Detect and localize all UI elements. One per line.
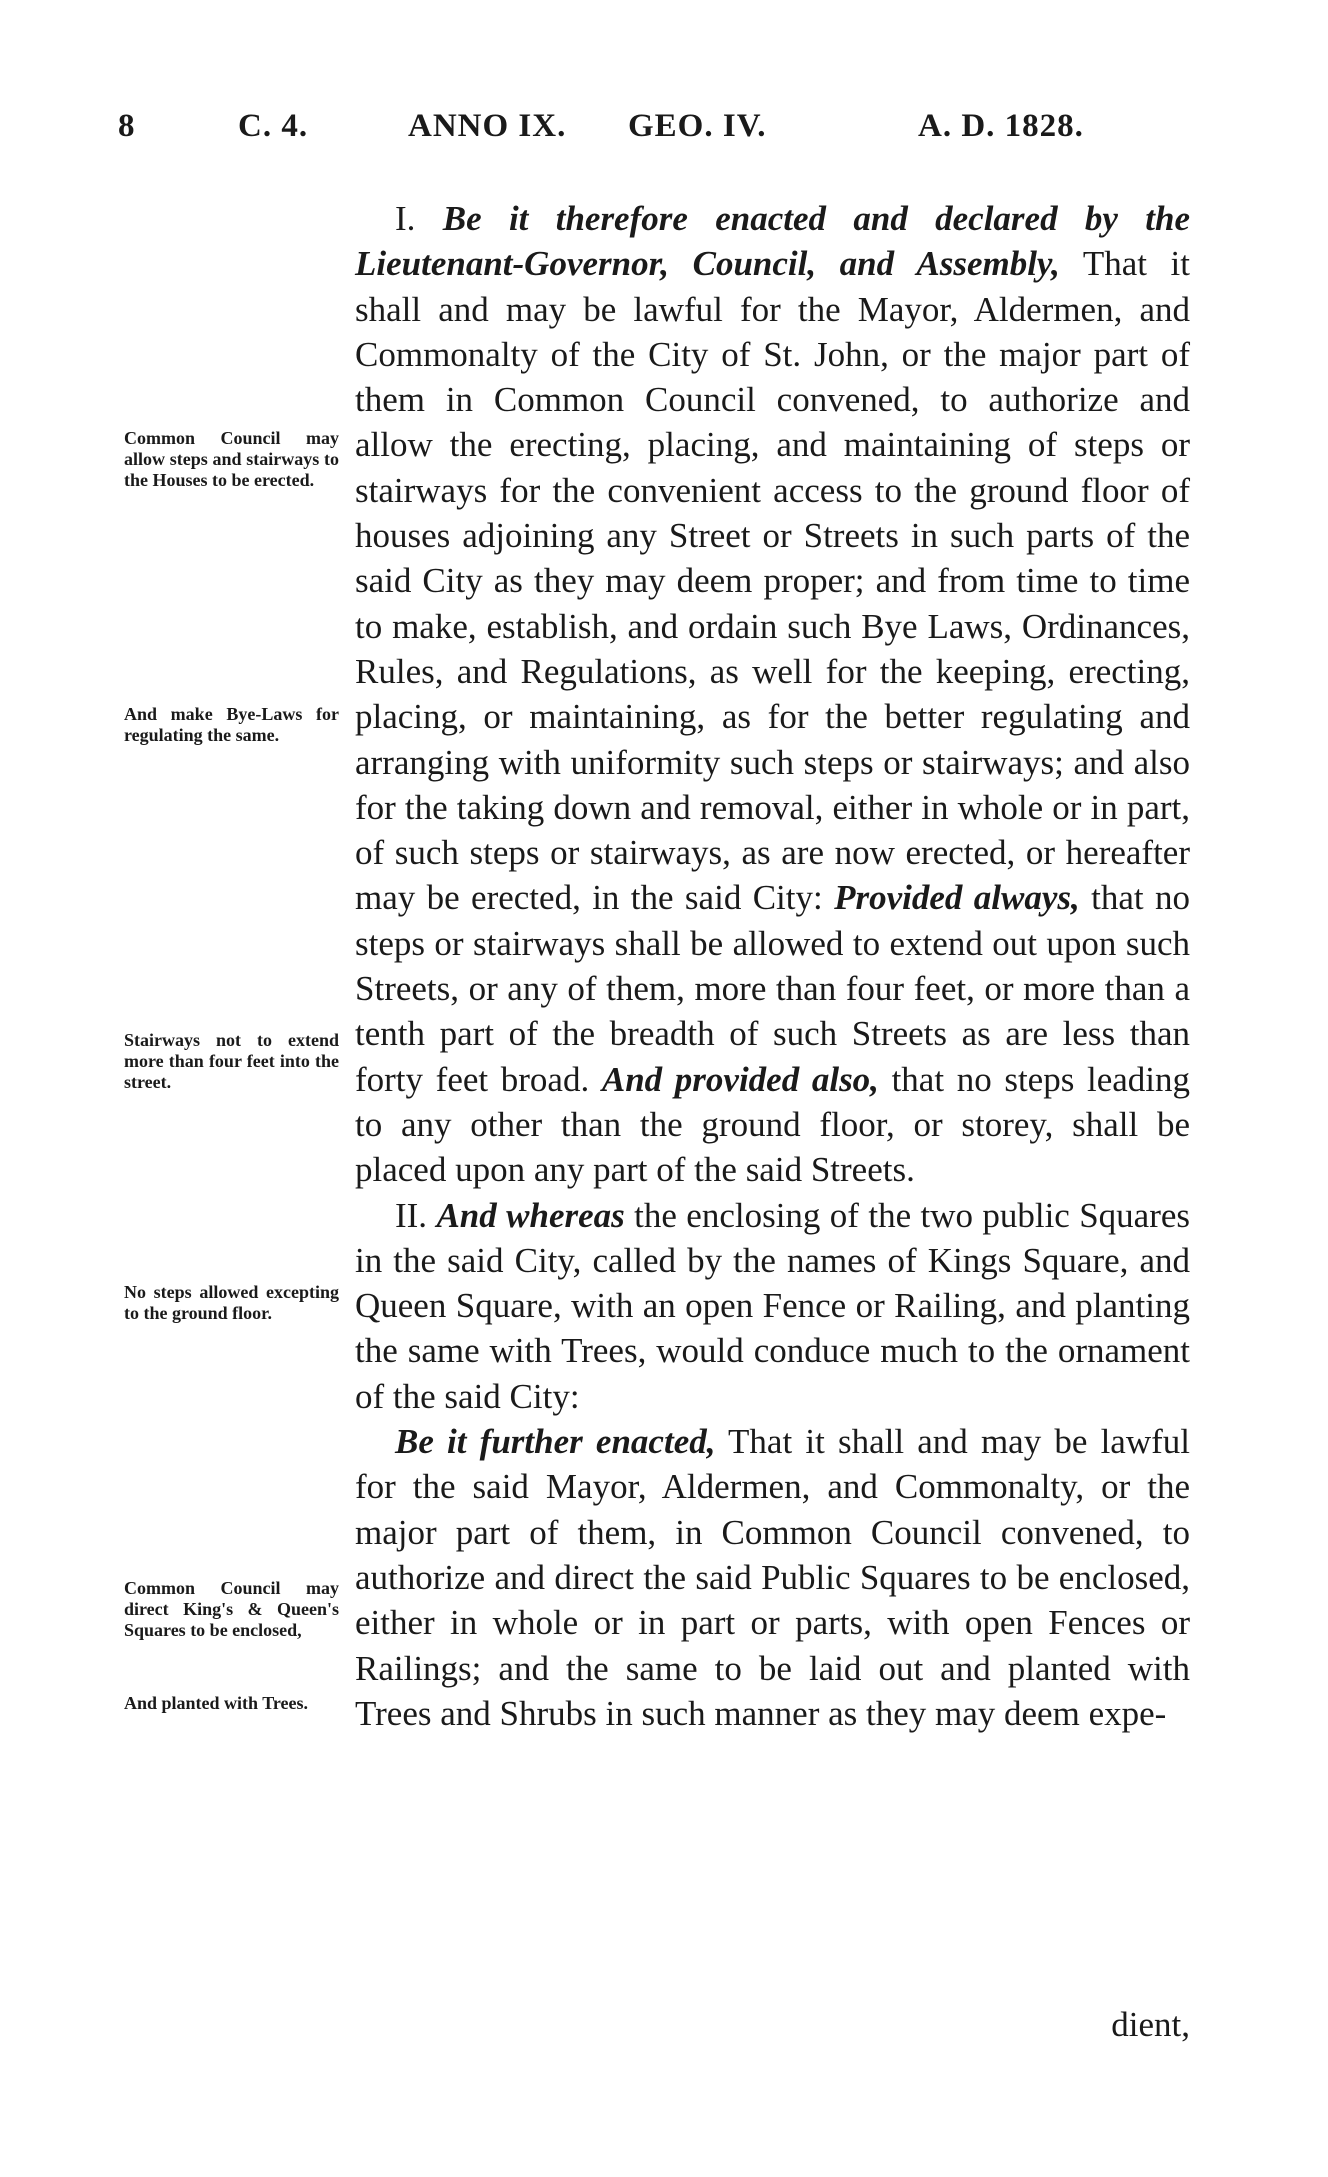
section-2-enactment: [355, 1419, 1190, 1736]
section-2-number: II.: [395, 1195, 428, 1235]
section-1-text-b: that no steps or stairways shall be allowed to extend out upon such Streets, or any of them, more than four feet, or more than a tenth part of the breadth of such Streets as are less than forty feet broad.: [355, 878, 1191, 1099]
section-1-text-c: that no steps leading to any other than the ground floor, or storey, shall be placed upon any part of the said Streets.: [355, 1059, 1190, 1190]
section-2-recital: And whereas: [436, 1195, 625, 1235]
page-number: 8: [118, 108, 136, 144]
reign-label: GEO. IV.: [628, 108, 767, 144]
marginal-note-four-feet: Stairways not to extend more than four feet into the street.: [124, 1030, 339, 1092]
chapter-label: C. 4.: [238, 108, 309, 144]
section-1-enacting-clause: Be it therefore enacted and declared by the Lieutenant-Governor, Council, and Assembly,: [355, 199, 1191, 284]
catchword: dient,: [1111, 2005, 1190, 2044]
marginal-note-bye-laws: And make Bye-Laws for regulating the same.: [124, 704, 339, 745]
marginal-note-steps: Common Council may allow steps and stairways to the Houses to be erected.: [124, 428, 339, 490]
running-header: [118, 108, 1198, 158]
year-label: A. D. 1828.: [918, 108, 1084, 144]
section-1: [355, 196, 1190, 1193]
marginal-note-squares: Common Council may direct King's & Queen's Squares to be enclosed,: [124, 1578, 339, 1640]
section-1-proviso-also: And provided also,: [601, 1059, 879, 1099]
section-2-text-b: That it shall and may be lawful for the said Mayor, Aldermen, and Commonalty, or the major part of them, in Common Council convened, to authorize and direct the said Public Squares to be enclosed, either in whole or in part or parts, with open Fences or Railings; and the same to be laid out and planted with Trees and Shrubs in such manner as they may deem expe-: [355, 1422, 1190, 1733]
anno-label: ANNO IX.: [408, 108, 567, 144]
statute-body: [355, 196, 1190, 1736]
section-2-text: the enclosing of the two public Squares in the said City, called by the names of Kings Square, and Queen Square, with an open Fence or Railing, and planting the same with Trees, would conduce much to the ornament of the said City:: [355, 1195, 1191, 1416]
section-2-enacting-clause: Be it further enacted,: [395, 1422, 716, 1462]
section-1-number: I.: [395, 199, 416, 238]
section-2: [355, 1193, 1190, 1419]
section-1-text-a: That it shall and may be lawful for the Mayor, Aldermen, and Commonalty of the City of St. John, or the major part of them in Common Council convened, to authorize and allow the erecting, placing, and maintaining of steps or stairways for the convenient access to the ground floor of houses adjoining any Street or Streets in such parts of the said City as they may deem proper; and from time to time to make, establish, and ordain such Bye Laws, Ordinances, Rules, and Regulations, as well for the keeping, erecting, placing, or maintaining, as for the better regulating and arranging with uniformity such steps or stairways; and also for the taking down and removal, either in whole or in part, of such steps or stairways, as are now erected, or hereafter may be erected, in the said City:: [355, 244, 1190, 918]
marginal-note-trees: And planted with Trees.: [124, 1693, 309, 1713]
marginal-note-ground-floor: No steps allowed excepting to the ground floor.: [124, 1282, 339, 1323]
section-1-proviso-always: Provided always,: [834, 878, 1080, 918]
